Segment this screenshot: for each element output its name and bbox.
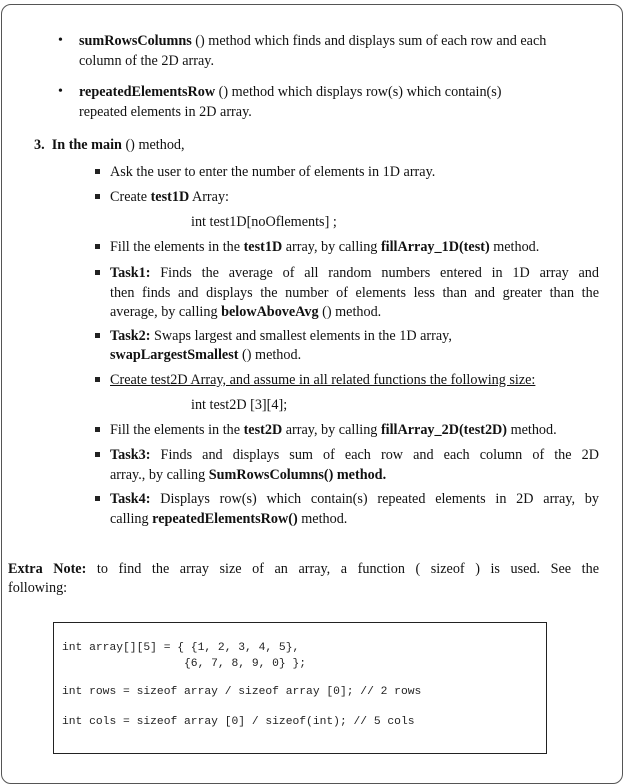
task2-line2: swapLargestSmallest () method.	[110, 347, 302, 363]
code-line-array-decl: int array[][5] = { {1, 2, 3, 4, 5},	[62, 642, 300, 654]
square-bullet	[95, 452, 100, 457]
task1-line2: then finds and displays the number of elements less than and greater than the	[110, 285, 599, 301]
bullet-repeatedelementsrow-line2: repeated elements in 2D array.	[79, 104, 252, 120]
main-method-heading: 3. In the main () method,	[34, 137, 185, 153]
square-bullet	[95, 377, 100, 382]
code-line-cols: int cols = sizeof array [0] / sizeof(int); // 5 cols	[62, 716, 415, 728]
test2d-declaration: int test2D [3][4];	[191, 397, 288, 413]
bullet-repeatedelementsrow-line1: repeatedElementsRow () method which displays row(s) which contain(s)	[79, 84, 502, 100]
task3-line2: array., by calling SumRowsColumns() method.	[110, 467, 387, 483]
bullet-sumrowscolumns-line1: sumRowsColumns () method which finds and displays sum of each row and each	[79, 33, 547, 49]
task1-line1: Task1: Finds the average of all random numbers entered in 1D array and	[110, 265, 599, 281]
item-fill-test2d: Fill the elements in the test2D array, by calling fillArray_2D(test2D) method.	[110, 422, 557, 438]
task1-line3: average, by calling belowAboveAvg () method.	[110, 304, 382, 320]
square-bullet	[95, 194, 100, 199]
extra-note-line1: Extra Note: to find the array size of an array, a function ( sizeof ) is used. See the	[8, 561, 599, 577]
item-fill-test1d: Fill the elements in the test1D array, by calling fillArray_1D(test) method.	[110, 239, 540, 255]
item-create-test1d: Create test1D Array:	[110, 189, 229, 205]
item-create-test2d: Create test2D Array, and assume in all related functions the following size:	[110, 372, 536, 388]
task3-line1: Task3: Finds and displays sum of each row and each column of the 2D	[110, 447, 599, 463]
square-bullet	[95, 270, 100, 275]
square-bullet	[95, 244, 100, 249]
test1d-declaration: int test1D[noOflements] ;	[191, 214, 337, 230]
item-ask-user: Ask the user to enter the number of elements in 1D array.	[110, 164, 436, 180]
task4-line1: Task4: Displays row(s) which contain(s) repeated elements in 2D array, by	[110, 491, 599, 507]
code-line-rows: int rows = sizeof array / sizeof array [0]; // 2 rows	[62, 686, 422, 698]
square-bullet	[95, 496, 100, 501]
extra-note-line2: following:	[8, 580, 68, 596]
square-bullet	[95, 427, 100, 432]
bullet-sumrowscolumns-line2: column of the 2D array.	[79, 53, 214, 69]
square-bullet	[95, 169, 100, 174]
bullet-dot: •	[58, 33, 63, 48]
square-bullet	[95, 333, 100, 338]
code-line-array-decl-cont: {6, 7, 8, 9, 0} };	[62, 658, 307, 670]
task2-line1: Task2: Swaps largest and smallest elements in the 1D array,	[110, 328, 452, 344]
task4-line2: calling repeatedElementsRow() method.	[110, 511, 348, 527]
bullet-dot: •	[58, 84, 63, 99]
